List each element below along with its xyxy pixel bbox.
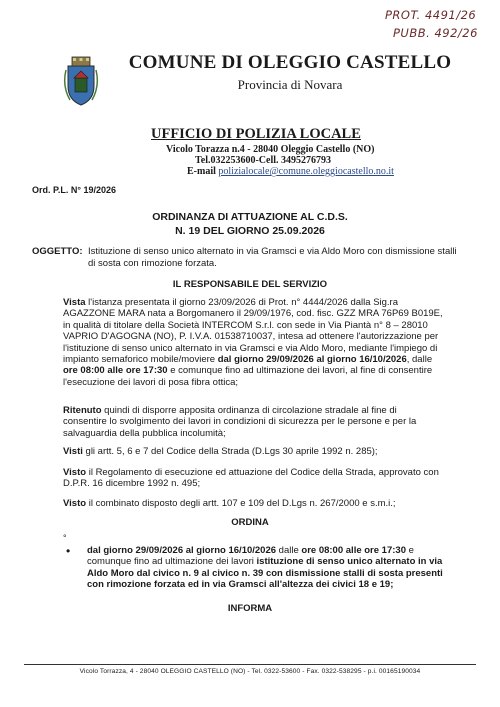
office-name: UFFICIO DI POLIZIA LOCALE (151, 126, 361, 142)
handwritten-protocol-number: PROT. 4491/26 (385, 8, 477, 22)
paragraph-lead: Ritenuto (63, 405, 102, 416)
ordinance-title-line2: N. 19 DEL GIORNO 25.09.2026 (175, 225, 325, 237)
paragraph-lead: Vista (63, 297, 86, 308)
handwritten-publication-number: PUBB. 492/26 (393, 26, 478, 40)
paragraph-visti (63, 446, 443, 457)
paragraph-text: il combinato disposto degli artt. 107 e 109 del D.Lgs n. 267/2000 e s.m.i.; (86, 498, 396, 509)
footer-contacts: Vicolo Torrazza, 4 - 28040 OLEGGIO CASTELLO (NO) - Tel. 0322-53600 - Fax. 0322-538295 - p.i. 00165190034 (79, 668, 421, 675)
footer-divider (24, 664, 476, 665)
paragraph-text: quindi di disporre apposita ordinanza di circolazione stradale al fine di consentire lo svolgimento dei lavori in condizioni di sicurezza per le persone e per la salvaguardia della pubblica incolumità; (63, 405, 417, 439)
degree-mark: ° (63, 533, 67, 543)
paragraph-visto-combinato (63, 498, 443, 509)
informa-heading: INFORMA (227, 603, 273, 614)
date-range-bold: dal giorno 29/09/2026 al giorno 16/10/2026 (87, 545, 277, 556)
paragraph-lead: Visto (63, 467, 87, 478)
paragraph-lead: Visti (63, 446, 83, 457)
office-email-line (187, 166, 394, 177)
paragraph-lead: Visto (63, 498, 87, 509)
paragraph-text: il Regolamento di esecuzione ed attuazione del Codice della Strada, approvato con D.P.R. 16 dicembre 1992 n. 495; (63, 467, 439, 490)
paragraph-text: gli artt. 5, 6 e 7 del Codice della Strada (D.Lgs 30 aprile 1992 n. 285); (82, 446, 378, 457)
ordinance-reference: Ord. P.L. N° 19/2026 (32, 185, 116, 195)
time-range-bold: ore 08:00 alle ore 17:30 (63, 365, 168, 377)
bullet-text: e comunque fino ad ultimazione dei lavori (87, 545, 414, 568)
time-range-bold: ore 08:00 alle ore 17:30 (301, 545, 406, 556)
subject-label: OGGETTO: (32, 246, 83, 257)
responsible-heading: IL RESPONSABILE DEL SERVIZIO (172, 279, 328, 290)
office-telephone: Tel.032253600-Cell. 3495276793 (195, 155, 332, 166)
order-detail-bold: istituzione di senso unico alternato in via Aldo Moro dal civico n. 9 al civico n. 39 con dismissione stalli di sosta presenti con rimozione forzata ed in via Gramsci all'altezza dei civici 18 e 19; (87, 556, 443, 591)
order-bullet-item (87, 545, 445, 591)
subject-text: Istituzione di senso unico alternato in via Gramsci e via Aldo Moro con dismissione stalli di sosta con rimozione forzata. (88, 246, 457, 269)
paragraph-visto-regolamento (63, 467, 443, 490)
ordinance-title-line1: ORDINANZA DI ATTUAZIONE AL C.D.S. (152, 211, 348, 223)
bullet-text: dalle (276, 545, 302, 556)
ordina-heading: ORDINA (231, 517, 269, 528)
paragraph-text: , dalle (406, 354, 433, 366)
paragraph-vista (63, 297, 443, 388)
office-address: Vicolo Torazza n.4 - 28040 Oleggio Castello (NO) (166, 144, 375, 155)
paragraph-text: e comunque fino ad ultimazione dei lavori, al fine di consentire l'esecuzione dei lavori di posa fibra ottica; (63, 365, 433, 388)
paragraph-text: l'istanza presentata il giorno 23/09/2026 di Prot. n° 4444/2026 dalla Sig.ra AGAZZONE MARA nata a Borgomanero il 29/09/1976, cod. fisc. GZZ MRA 76P69 B019E, in qualità di titolare della Società INTERCOM S.r.l. con sede in Via Piantà n° 8 – 28010 VAPRIO D'AGOGNA (NO), P. I.V.A. 01538710037, intesa ad ottenere l'autorizzazione per l'istituzione di senso unico alternato in via Gramsci e via Aldo Moro, mediante l'impiego di impianto semaforico mobile/moviere (63, 297, 443, 366)
email-label: E-mail (187, 166, 216, 177)
municipality-title: COMUNE DI OLEGGIO CASTELLO (128, 52, 452, 73)
date-range-bold: dal giorno 29/09/2026 al giorno 16/10/2026 (217, 354, 407, 366)
bullet-icon: • (66, 544, 71, 558)
province-subtitle: Provincia di Novara (237, 77, 343, 92)
email-link[interactable]: polizialocale@comune.oleggiocastello.no.it (218, 166, 394, 177)
paragraph-ritenuto (63, 405, 443, 439)
